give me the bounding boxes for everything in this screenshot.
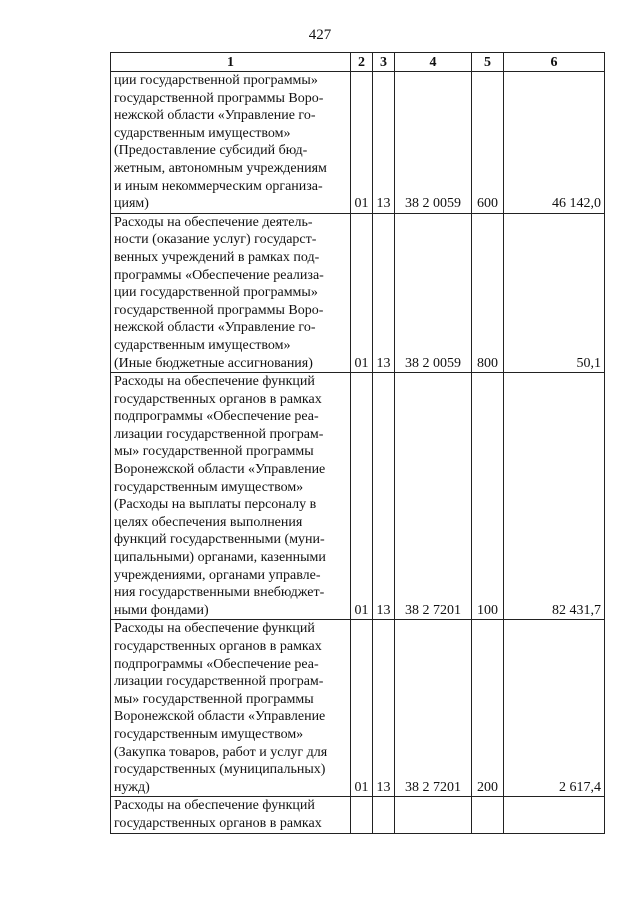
description-line: государственным имуществом»: [114, 479, 304, 495]
description-line: Расходы на обеспечение деятель-: [114, 214, 313, 230]
description-line: Расходы на обеспечение функций: [114, 374, 315, 390]
description-line: подпрограммы «Обеспечение реа-: [114, 409, 319, 425]
description-line: ния государственными внебюджет-: [114, 585, 325, 601]
description-line: лизации государственной програм-: [114, 674, 324, 690]
target-item-code: 38 2 7201: [395, 620, 472, 797]
expense-type-code: 600: [472, 72, 504, 214]
description-line: нужд): [114, 779, 150, 795]
subsection-code: [373, 797, 395, 833]
description-line: сударственным имуществом»: [114, 337, 291, 353]
expense-type-code: 100: [472, 373, 504, 620]
budget-table: [110, 52, 605, 834]
description-line: ности (оказание услуг) государст-: [114, 232, 317, 248]
description-line: ными фондами): [114, 602, 209, 618]
section-code: [351, 797, 373, 833]
description-line: целях обеспечения выполнения: [114, 514, 303, 530]
subsection-code: 13: [373, 373, 395, 620]
page-number: 427: [308, 27, 332, 43]
amount: 46 142,0: [504, 72, 605, 214]
section-code: 01: [351, 620, 373, 797]
description-line: государственной программы Воро-: [114, 302, 324, 318]
amount: 82 431,7: [504, 373, 605, 620]
table-row: [111, 797, 605, 833]
target-item-code: 38 2 7201: [395, 373, 472, 620]
section-code: 01: [351, 72, 373, 214]
table-row: [111, 213, 605, 372]
expense-type-code: 800: [472, 213, 504, 372]
description-line: государственных органов в рамках: [114, 639, 322, 654]
expense-description: [111, 72, 351, 214]
amount: 50,1: [504, 213, 605, 372]
description-line: (Закупка товаров, работ и услуг для: [114, 744, 328, 760]
description-line: лизации государственной програм-: [114, 426, 324, 442]
description-line: нежской области «Управление го-: [114, 320, 316, 336]
col-header-4: 4: [395, 53, 472, 72]
description-line: жетным, автономным учреждениям: [114, 160, 327, 176]
description-line: Расходы на обеспечение функций: [114, 798, 315, 814]
description-line: венных учреждений в рамках под-: [114, 249, 320, 265]
expense-description: [111, 797, 351, 833]
description-line: государственных органов в рамках: [114, 815, 322, 831]
description-line: Воронежской области «Управление: [114, 462, 326, 478]
description-line: государственной программы Воро-: [114, 90, 324, 106]
description-line: функций государственными (муни-: [114, 532, 325, 548]
description-line: государственным имуществом»: [114, 726, 304, 742]
section-code: 01: [351, 373, 373, 620]
expense-description: [111, 620, 351, 797]
target-item-code: [395, 797, 472, 833]
target-item-code: 38 2 0059: [395, 72, 472, 214]
section-code: 01: [351, 213, 373, 372]
header-row: [111, 53, 605, 72]
amount: [504, 797, 605, 833]
table-row: [111, 72, 605, 214]
description-line: программы «Обеспечение реализа-: [114, 267, 324, 283]
description-line: ции государственной программы»: [114, 285, 318, 301]
subsection-code: 13: [373, 213, 395, 372]
description-line: (Иные бюджетные ассигнования): [114, 355, 313, 371]
description-line: государственных органов в рамках: [114, 391, 322, 407]
description-line: Расходы на обеспечение функций: [114, 621, 315, 637]
subsection-code: 13: [373, 72, 395, 214]
expense-type-code: 200: [472, 620, 504, 797]
description-line: циям): [114, 196, 149, 212]
description-line: подпрограммы «Обеспечение реа-: [114, 656, 319, 672]
subsection-code: 13: [373, 620, 395, 797]
description-line: (Расходы на выплаты персоналу в: [114, 497, 317, 513]
description-line: сударственным имуществом»: [114, 125, 291, 141]
description-line: государственных (муниципальных): [114, 762, 326, 778]
col-header-5: 5: [472, 53, 504, 72]
description-line: Воронежской области «Управление: [114, 709, 326, 725]
description-line: мы» государственной программы: [114, 444, 314, 460]
col-header-1: 1: [111, 53, 351, 72]
description-line: ципальными) органами, казенными: [114, 550, 326, 566]
description-line: (Предоставление субсидий бюд-: [114, 143, 308, 159]
description-line: учреждениями, органами управле-: [114, 567, 321, 583]
table-row: [111, 620, 605, 797]
amount: 2 617,4: [504, 620, 605, 797]
description-line: нежской области «Управление го-: [114, 108, 316, 124]
expense-type-code: [472, 797, 504, 833]
description-line: мы» государственной программы: [114, 691, 314, 707]
col-header-6: 6: [504, 53, 605, 72]
description-line: и иным некоммерческим организа-: [114, 178, 323, 194]
col-header-3: 3: [373, 53, 395, 72]
expense-description: [111, 373, 351, 620]
col-header-2: 2: [351, 53, 373, 72]
target-item-code: 38 2 0059: [395, 213, 472, 372]
description-line: ции государственной программы»: [114, 73, 318, 88]
table-row: [111, 373, 605, 620]
expense-description: [111, 213, 351, 372]
